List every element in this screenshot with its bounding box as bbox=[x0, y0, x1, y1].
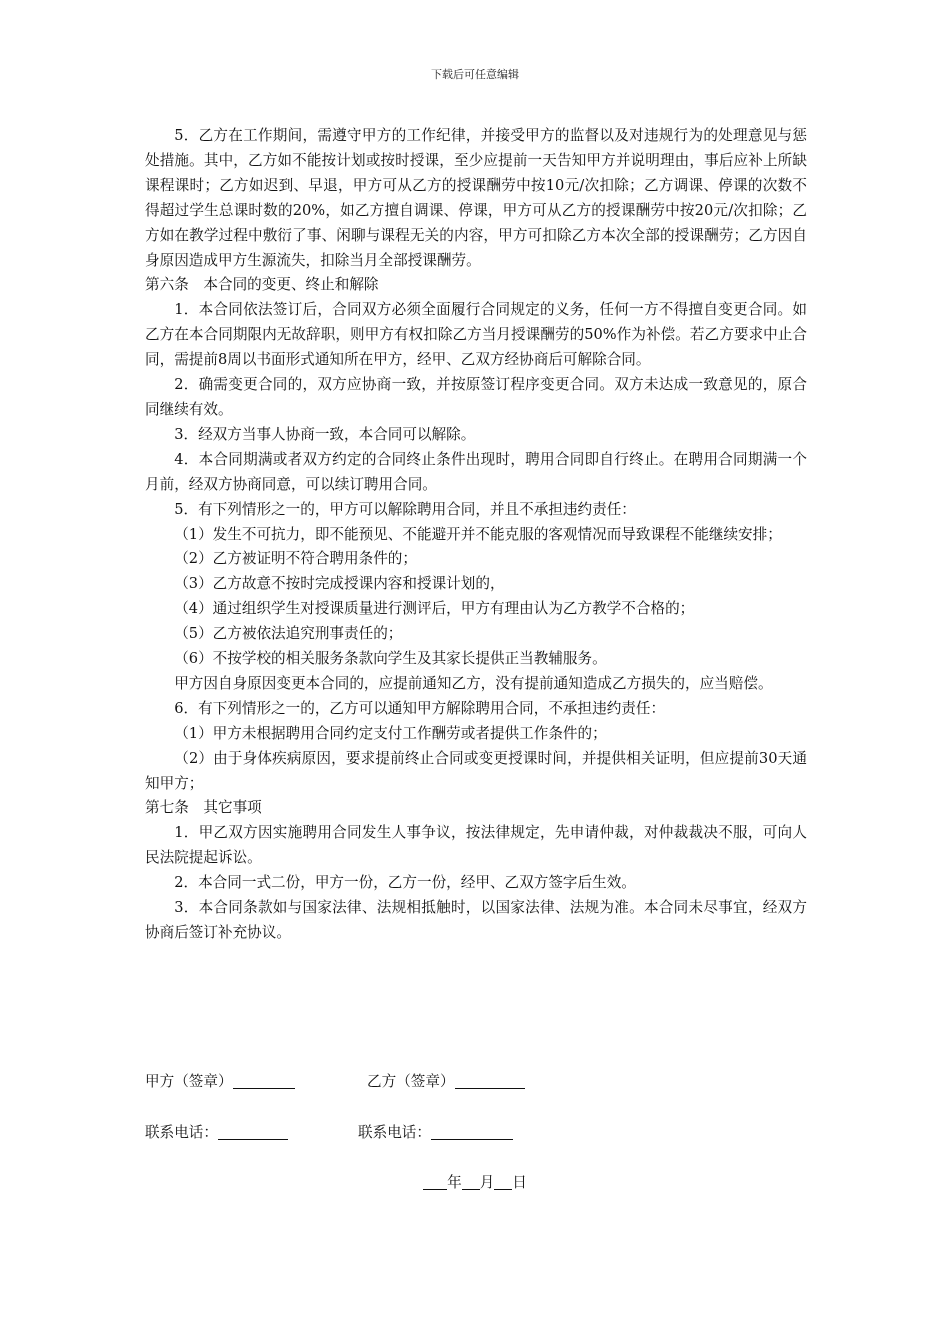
day-label: 日 bbox=[512, 1174, 527, 1191]
month-label: 月 bbox=[479, 1174, 495, 1191]
contract-body bbox=[145, 124, 807, 946]
clause-paragraph: （6）不按学校的相关服务条款向学生及其家长提供正当教辅服务。 bbox=[174, 650, 607, 668]
section-heading: 第七条 其它事项 bbox=[145, 799, 262, 817]
clause-paragraph: （5）乙方被依法追究刑事责任的； bbox=[174, 625, 403, 643]
clause-paragraph: （1）发生不可抗力，即不能预见、不能避开并不能克服的客观情况而导致课程不能继续安排； bbox=[174, 525, 782, 543]
phone-b-label: 联系电话： bbox=[358, 1124, 431, 1141]
phone-a-blank bbox=[218, 1123, 288, 1140]
clause-paragraph: 1．本合同依法签订后，合同双方必须全面履行合同规定的义务，任何一方不得擅自变更合同。如乙方在本合同期限内无故辞职，则甲方有权扣除乙方当月授课酬劳的50%作为补偿。若乙方要求中止合同，需提前8周以书面形式通知所在甲方，经甲、乙双方经协商后可解除合同。 bbox=[145, 301, 807, 369]
party-a-signature bbox=[145, 1070, 295, 1094]
party-a-label: 甲方（签章） bbox=[145, 1073, 233, 1090]
party-a-blank bbox=[233, 1072, 295, 1089]
clause-paragraph: 2．确需变更合同的，双方应协商一致，并按原签订程序变更合同。双方未达成一致意见的，原合同继续有效。 bbox=[145, 376, 807, 418]
party-a-phone bbox=[145, 1121, 288, 1145]
year-label: 年 bbox=[447, 1174, 462, 1191]
phone-b-blank bbox=[431, 1123, 513, 1140]
clause-paragraph: 6．有下列情形之一的，乙方可以通知甲方解除聘用合同，不承担违约责任： bbox=[174, 699, 666, 717]
signing-date bbox=[0, 1171, 950, 1192]
clause-paragraph: 3．经双方当事人协商一致，本合同可以解除。 bbox=[174, 425, 476, 443]
clause-paragraph: 5．乙方在工作期间，需遵守甲方的工作纪律，并接受甲方的监督以及对违规行为的处理意见与惩处措施。其中，乙方如不能按计划或按时授课，至少应提前一天告知甲方并说明理由，事后应补上所缺课程课时；乙方如迟到、早退，甲方可从乙方的授课酬劳中按10元/次扣除；乙方调课、停课的次数不得超过学生总课时数的20%，如乙方擅自调课、停课，甲方可从乙方的授课酬劳中按20元/次扣除；乙方如在教学过程中敷衍了事、闲聊与课程无关的内容，甲方可扣除乙方本次全部的授课酬劳；乙方因自身原因造成甲方生源流失，扣除当月全部授课酬劳。 bbox=[145, 127, 807, 269]
clause-paragraph: （3）乙方故意不按时完成授课内容和授课计划的， bbox=[174, 575, 505, 593]
phone-a-label: 联系电话： bbox=[145, 1124, 218, 1141]
section-heading: 第六条 本合同的变更、终止和解除 bbox=[145, 276, 379, 294]
party-b-phone bbox=[358, 1121, 513, 1145]
party-b-blank bbox=[455, 1072, 525, 1089]
clause-paragraph: （1）甲方未根据聘用合同约定支付工作酬劳或者提供工作条件的； bbox=[174, 724, 607, 742]
year-blank bbox=[423, 1173, 447, 1190]
clause-paragraph: 甲方因自身原因变更本合同的，应提前通知乙方，没有提前通知造成乙方损失的，应当赔偿。 bbox=[174, 674, 773, 692]
clause-paragraph: （4）通过组织学生对授课质量进行测评后，甲方有理由认为乙方教学不合格的； bbox=[174, 600, 695, 618]
page-header: 下载后可任意编辑 bbox=[431, 68, 519, 81]
party-b-signature bbox=[367, 1070, 525, 1094]
clause-paragraph: 3．本合同条款如与国家法律、法规相抵触时，以国家法律、法规为准。本合同未尽事宜，经双方协商后签订补充协议。 bbox=[145, 899, 807, 941]
month-blank bbox=[462, 1173, 480, 1190]
party-b-label: 乙方（签章） bbox=[367, 1073, 455, 1090]
clause-paragraph: 1．甲乙双方因实施聘用合同发生人事争议，按法律规定，先申请仲裁，对仲裁裁决不服，可向人民法院提起诉讼。 bbox=[145, 824, 807, 867]
clause-paragraph: 5．有下列情形之一的，甲方可以解除聘用合同，并且不承担违约责任： bbox=[174, 500, 636, 518]
clause-paragraph: 4．本合同期满或者双方约定的合同终止条件出现时，聘用合同即自行终止。在聘用合同期满一个月前，经双方协商同意，可以续订聘用合同。 bbox=[145, 450, 807, 493]
clause-paragraph: 2．本合同一式二份，甲方一份，乙方一份，经甲、乙双方签字后生效。 bbox=[174, 874, 636, 892]
day-blank bbox=[494, 1173, 512, 1190]
clause-paragraph: （2）乙方被证明不符合聘用条件的； bbox=[174, 550, 417, 568]
clause-paragraph: （2）由于身体疾病原因，要求提前终止合同或变更授课时间，并提供相关证明，但应提前30天通知甲方； bbox=[145, 749, 807, 792]
